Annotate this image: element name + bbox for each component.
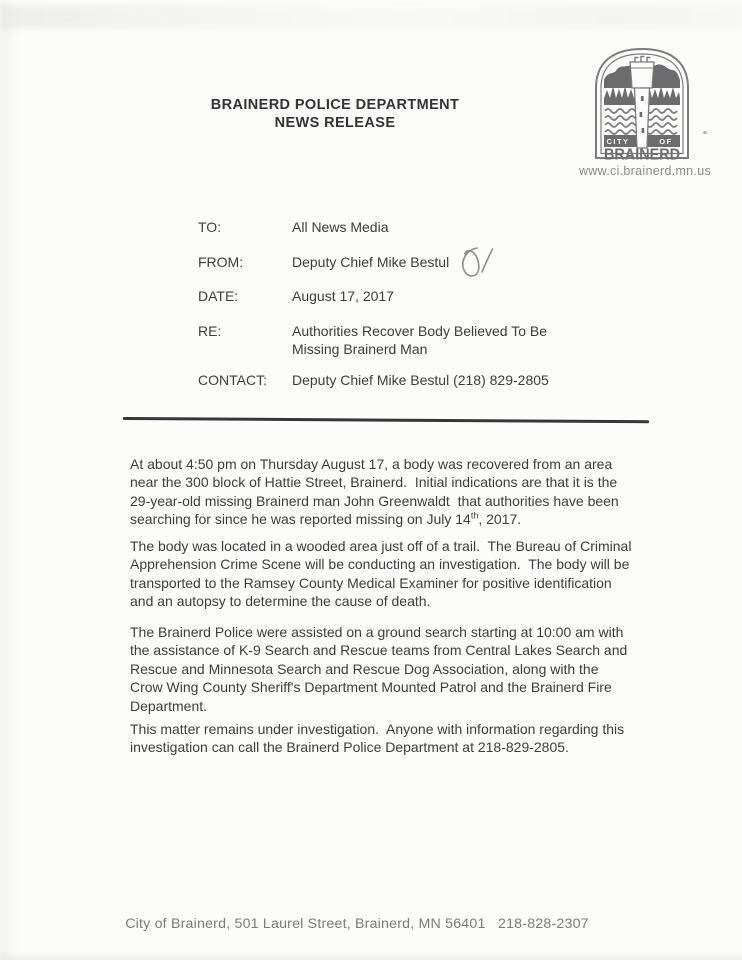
date-value: August 17, 2017 [292, 288, 394, 304]
from-label: FROM: [198, 254, 244, 270]
signature-initials-mark [452, 243, 494, 287]
paragraph-line [130, 510, 619, 528]
from-value: Deputy Chief Mike Bestul [292, 254, 450, 270]
re-value [292, 322, 547, 359]
city-of-brainerd-logo [591, 42, 693, 162]
paragraph-search-teams [130, 623, 627, 715]
to-value: All News Media [292, 219, 389, 235]
scan-edge-bottom [0, 951, 742, 960]
separator-rule [123, 417, 649, 423]
paragraph-line: investigation can call the Brainerd Police Department at 218-829-2805. [130, 739, 569, 756]
paragraph-line: At about 4:50 pm on Thursday August 17, a body was recovered from an area [130, 456, 613, 472]
paragraph-line: Rescue and Minnesota Search and Rescue Dog Association, along with the [130, 660, 599, 677]
title-line-department: BRAINERD POLICE DEPARTMENT [210, 97, 460, 113]
memo-row-from [198, 253, 449, 271]
paragraph-line: transported to the Ramsey County Medical Examiner for positive identification [130, 574, 612, 591]
paragraph-line: Apprehension Crime Scene will be conducting an investigation. The body will be [130, 556, 630, 573]
paragraph-line: The body was located in a wooded area just off of a trail. The Bureau of Criminal [130, 538, 632, 554]
re-label: RE: [198, 323, 222, 339]
paragraph-line: the assistance of K-9 Search and Rescue teams from Central Lakes Search and [130, 642, 628, 659]
memo-row-re [198, 322, 547, 359]
memo-row-contact [198, 371, 549, 389]
re-value-line1: Authorities Recover Body Believed To Be [292, 323, 547, 339]
paragraph-line: This matter remains under investigation. Anyone with information regarding this [130, 721, 625, 737]
page-title [135, 97, 535, 132]
paragraph-line: near the 300 block of Hattie Street, Brainerd. Initial indications are that it is the [130, 474, 618, 491]
memo-row-to [198, 218, 388, 236]
scan-edge-left [0, 0, 16, 960]
scan-edge-top [0, 5, 742, 29]
logo-city-text: CITY [606, 137, 630, 146]
paragraph-line: The Brainerd Police were assisted on a ground search starting at 10:00 am with [130, 624, 624, 640]
paragraph-line-text: , 2017. [478, 511, 522, 528]
logo-of-text: OF [659, 137, 673, 146]
to-label: TO: [198, 219, 222, 235]
date-label: DATE: [198, 288, 239, 304]
re-value-line2: Missing Brainerd Man [292, 341, 428, 358]
memo-row-date [198, 287, 394, 305]
city-logo-graphic [591, 42, 693, 162]
logo-water-tower-tank [630, 62, 654, 88]
paragraph-line-text: searching for since he was reported missing on July 14 [130, 511, 471, 528]
paragraph-line: Department. [130, 697, 208, 714]
contact-label: CONTACT: [198, 372, 267, 388]
logo-brainerd-wordmark: BRAINERD [604, 146, 680, 162]
contact-value: Deputy Chief Mike Bestul (218) 829-2805 [292, 372, 549, 388]
paragraph-contact-info [130, 720, 624, 757]
paragraph-line: and an autopsy to determine the cause of death. [130, 593, 431, 610]
paragraph-line: 29-year-old missing Brainerd man John Greenwaldt that authorities have been [130, 492, 619, 509]
paragraph-investigation [130, 537, 631, 611]
logo-tower-flags [635, 57, 651, 63]
paragraph-recovery [130, 455, 619, 529]
website-url: www.ci.brainerd.mn.us [578, 164, 712, 178]
ordinal-superscript: th [470, 510, 479, 521]
city-address-footer: City of Brainerd, 501 Laurel Street, Brainerd, MN 56401 218-828-2307 [125, 916, 589, 932]
scan-speck [703, 131, 707, 134]
title-line-news-release: NEWS RELEASE [274, 114, 396, 131]
paragraph-line: Crow Wing County Sheriff's Department Mounted Patrol and the Brainerd Fire [130, 679, 612, 696]
